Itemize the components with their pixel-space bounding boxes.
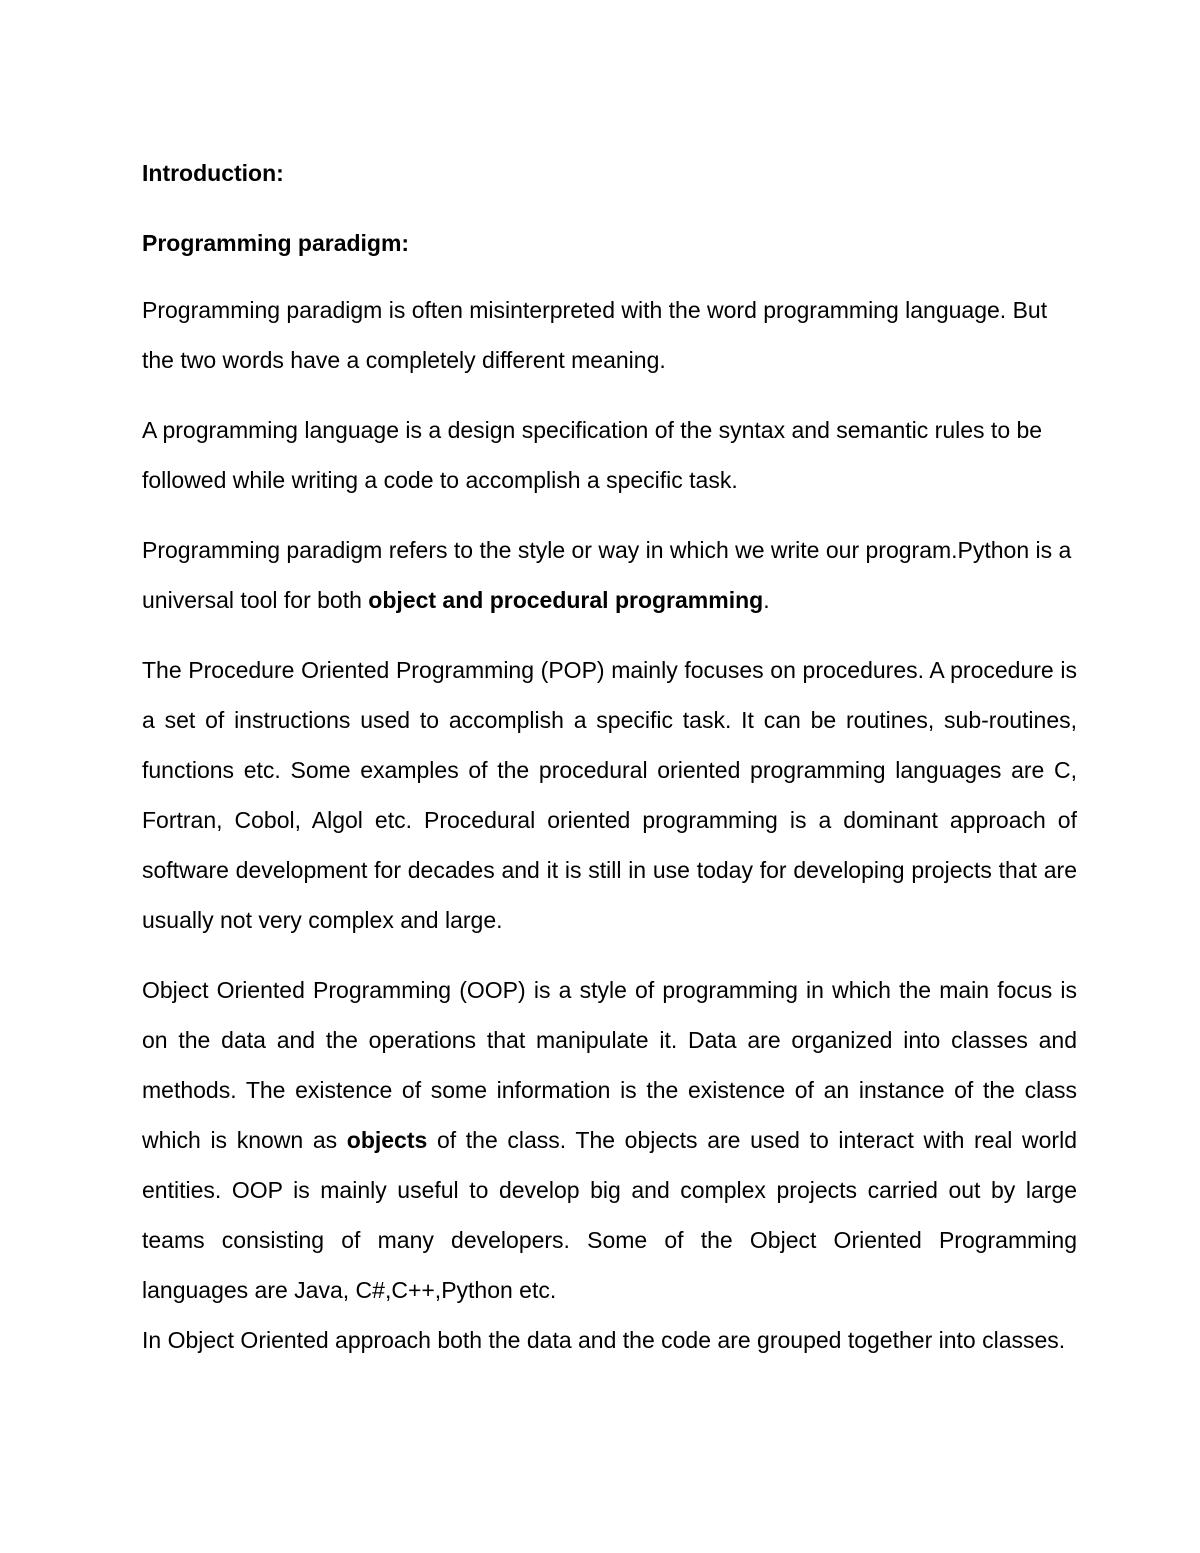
bold-text: object and procedural programming [368,587,764,613]
paragraph-paradigm-style [142,525,1077,625]
paragraph-programming-language: A programming language is a design specification of the syntax and semantic rules to be followed while writing a code to accomplish a specific task. [142,417,1043,493]
document-body [142,155,1077,1385]
bold-text: objects [346,1127,428,1153]
paragraph-oop-classes: In Object Oriented approach both the data and the code are grouped together into classes. [142,1327,1066,1353]
paragraph-text: Object Oriented Programming (OOP) is a style of programming in which the main focus is on the data and the operations that manipulate it. Data are organized into classes and methods. The existence of some information is the existence of an instance of the class which is known as [142,977,1077,1153]
paragraph-text: of the class. The objects are used to interact with real world entities. OOP is mainly useful to develop big and complex projects carried out by large teams consisting of many developers. Some of the Object Oriented Programming languages are Java, C#,C++,Python etc. [142,1127,1077,1303]
paragraph-pop: The Procedure Oriented Programming (POP) mainly focuses on procedures. A procedure is a set of instructions used to accomplish a specific task. It can be routines, sub-routines, functions etc. Some examples of the procedural oriented programming languages are C, Fortran, Cobol, Algol etc. Procedural oriented programming is a dominant approach of software development for decades and it is still in use today for developing projects that are usually not very complex and large. [142,657,1077,933]
paragraph-paradigm-definition: Programming paradigm is often misinterpreted with the word programming language. But the two words have a completely different meaning. [142,297,1048,373]
heading-programming-paradigm: Programming paradigm: [142,230,410,256]
paragraph-text: . [763,587,770,613]
heading-introduction: Introduction: [142,160,284,186]
paragraph-oop [142,965,1077,1315]
paragraph-text: Programming paradigm refers to the style or way in which we write our program.Python is a universal tool for both [142,537,1072,613]
